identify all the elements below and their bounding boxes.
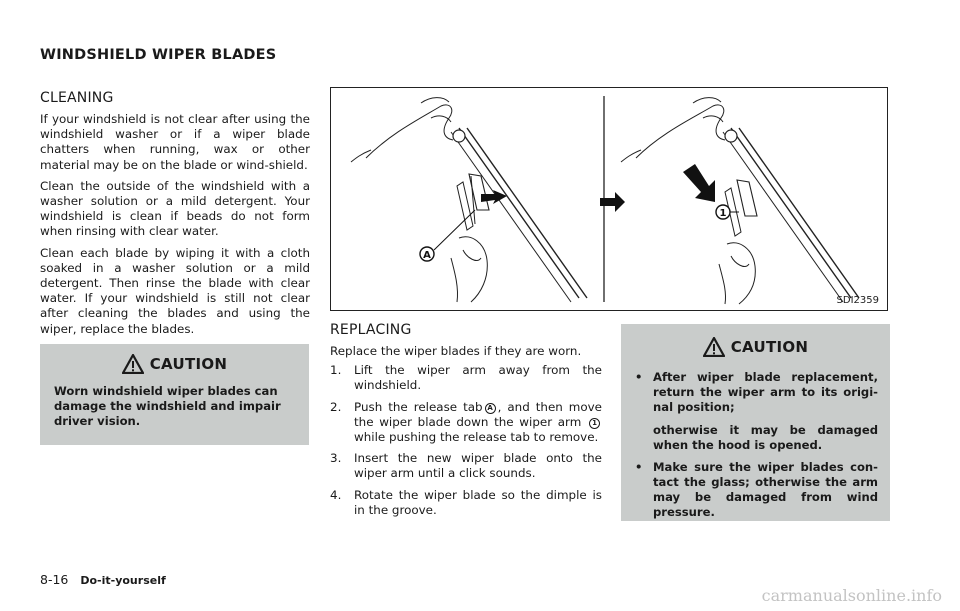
step-number: 2. [330, 399, 342, 414]
list-item [330, 488, 602, 518]
footer-section: Do-it-yourself [80, 574, 166, 587]
callout-1-icon: 1 [589, 418, 600, 429]
step-number: 1. [330, 363, 342, 378]
callout-a-icon: A [485, 403, 496, 414]
list-item [330, 363, 602, 393]
page-title: WINDSHIELD WIPER BLADES [40, 47, 277, 63]
caution-label: CAUTION [730, 338, 809, 356]
step-text-part: while pushing the release tab to remove. [354, 430, 599, 445]
page-number: 8-16 [40, 572, 69, 587]
warning-icon [122, 354, 144, 374]
step-text-part: , and then move the wiper blade down the wiper arm [354, 399, 602, 429]
bullet-text: Make sure the wiper blades con-tact the glass; otherwise the arm may be damaged from wind pressure. [653, 460, 878, 519]
bullet-text [653, 370, 878, 453]
replacing-section [330, 322, 602, 524]
caution-header [40, 344, 309, 384]
cleaning-caution-box [40, 344, 309, 445]
step-text [354, 400, 602, 446]
step-text: Rotate the wiper blade so the dimple is in the groove. [354, 487, 602, 517]
replacing-steps [330, 363, 602, 518]
step-text-part: Push the release tab [354, 399, 483, 414]
wiper-illustration [330, 87, 888, 311]
watermark: carmanualsonline.info [761, 586, 942, 605]
step-number: 4. [330, 487, 342, 502]
caution-label: CAUTION [149, 355, 228, 373]
replacing-heading: REPLACING [330, 322, 412, 338]
list-item [635, 460, 878, 520]
list-item [330, 451, 602, 481]
wiper-drawing [331, 88, 887, 310]
cleaning-paragraph-2: Clean the outside of the windshield with a washer solution or a mild detergent. Your windshield is clean if beads do not form when rinsing with clear water. [40, 178, 310, 239]
cleaning-paragraph-1: If your windshield is not clear after using the windshield washer or if a wiper blade chatters when running, wax or other material may be on the blade or wind-shield. [40, 112, 310, 172]
bullet-sub-text: otherwise it may be damaged when the hood is opened. [653, 423, 878, 452]
cleaning-heading: CLEANING [40, 90, 114, 106]
figure-code: SDI2359 [836, 295, 879, 306]
step-number: 3. [330, 451, 342, 466]
figure-label-a: A [423, 250, 431, 261]
page-footer [40, 572, 166, 587]
replacing-caution-box [621, 324, 890, 521]
figure-label-1: 1 [719, 208, 727, 219]
step-text: Insert the new wiper blade onto the wiper arm until a click sounds. [354, 451, 602, 481]
bullet-main-text: After wiper blade replacement, return the wiper arm to its origi-nal position; [653, 370, 878, 414]
caution-text: Worn windshield wiper blades can damage the windshield and impair driver vision. [54, 384, 281, 428]
list-item [635, 370, 878, 453]
warning-icon [703, 337, 725, 357]
bullet-icon: • [635, 370, 643, 384]
caution-bullets [621, 370, 890, 520]
cleaning-paragraph-3: Clean each blade by wiping it with a cloth soaked in a washer solution or a mild detergent. Then rinse the blade with clear water. If your windshield is still not clear after cleaning the blades and using the wiper, replace the blades. [40, 245, 310, 336]
caution-header [621, 324, 890, 370]
replacing-intro: Replace the wiper blades if they are worn. [330, 344, 582, 358]
bullet-icon: • [635, 460, 643, 474]
cleaning-section [40, 90, 310, 343]
step-text: Lift the wiper arm away from the windshield. [354, 363, 602, 393]
list-item [330, 400, 602, 446]
